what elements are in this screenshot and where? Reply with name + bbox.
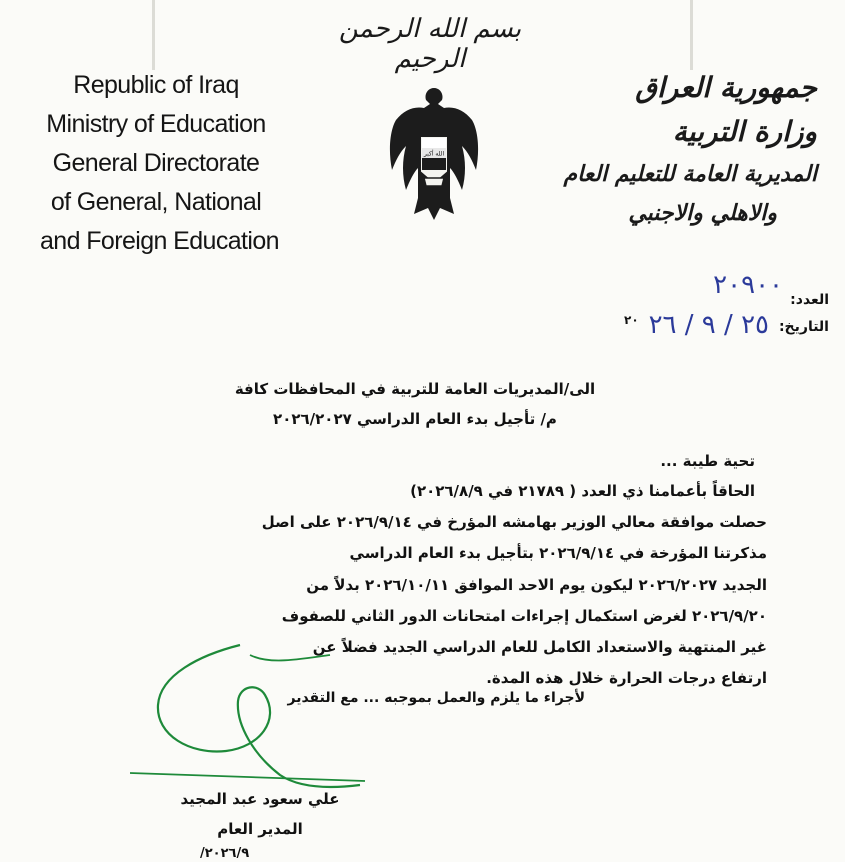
english-line: of General, National	[50, 188, 262, 216]
addressee: الى/المديريات العامة للتربية في المحافظات كافة	[234, 380, 596, 398]
signature-date: ٢٠٢٦/٩/	[200, 846, 250, 861]
english-line: Republic of Iraq	[73, 71, 239, 99]
english-letterhead	[40, 66, 279, 261]
emblem-text: الله أكبر	[423, 150, 445, 158]
paragraph-line: الجديد ٢٠٢٦/٢٠٢٧ ليكون يوم الاحد الموافق ٢٠٢٦/١٠/١١ بدلاً من	[306, 575, 767, 594]
signatory-name: علي سعود عبد المجيد	[180, 790, 340, 808]
arabic-line: المديرية العامة للتعليم العام	[563, 161, 817, 187]
paper-fold-left	[152, 0, 155, 70]
date-label: التاريخ:	[778, 319, 829, 335]
paragraph-line: ٢٠٢٦/٩/٢٠ لغرض استكمال إجراءات امتحانات الدور الثاني للصفوف	[281, 606, 767, 625]
paragraph-line: مذكرتنا المؤرخة في ٢٠٢٦/٩/١٤ بتأجيل بدء العام الدراسي	[349, 544, 767, 563]
date-prefix: ٢٠	[624, 313, 639, 327]
paragraph-line: حصلت موافقة معالي الوزير بهامشه المؤرخ في ٢٠٢٦/٩/١٤ على اصل	[261, 513, 767, 531]
basmala: بسم الله الرحمن الرحيم	[338, 14, 522, 74]
subject-line: م/ تأجيل بدء العام الدراسي ٢٠٢٦/٢٠٢٧	[273, 410, 557, 428]
closing-line: لأجراء ما يلزم والعمل بموجبه ... مع التقدير	[287, 690, 585, 706]
arabic-line: والاهلي والاجنبي	[628, 200, 777, 226]
arabic-line: وزارة التربية	[672, 115, 817, 148]
arabic-letterhead	[563, 66, 817, 232]
number-label: العدد:	[790, 292, 829, 308]
english-line: and Foreign Education	[40, 227, 279, 255]
reference-line: الحاقاً بأعمامنا ذي العدد ( ٢١٧٨٩ في ٢٠٢٦/٨/٩)	[410, 482, 755, 500]
english-line: Ministry of Education	[46, 110, 266, 138]
number-value: ٢٠٩٠٠	[713, 270, 783, 300]
greeting: تحية طيبة ...	[660, 452, 755, 470]
signatory-title: المدير العام	[217, 820, 303, 838]
english-line: General Directorate	[52, 149, 260, 177]
paragraph-line: ارتفاع درجات الحرارة خلال هذه المدة.	[486, 669, 767, 688]
handwritten-signature	[130, 625, 370, 795]
date-value: ٢٥ / ٩ / ٢٦	[648, 310, 769, 340]
iraq-eagle-emblem-icon	[384, 80, 484, 230]
arabic-line: جمهورية العراق	[635, 71, 817, 104]
paper-fold-right	[690, 0, 693, 70]
paragraph-line: غير المنتهية والاستعداد الكامل للعام الدراسي الجديد فضلاً عن	[312, 638, 767, 657]
